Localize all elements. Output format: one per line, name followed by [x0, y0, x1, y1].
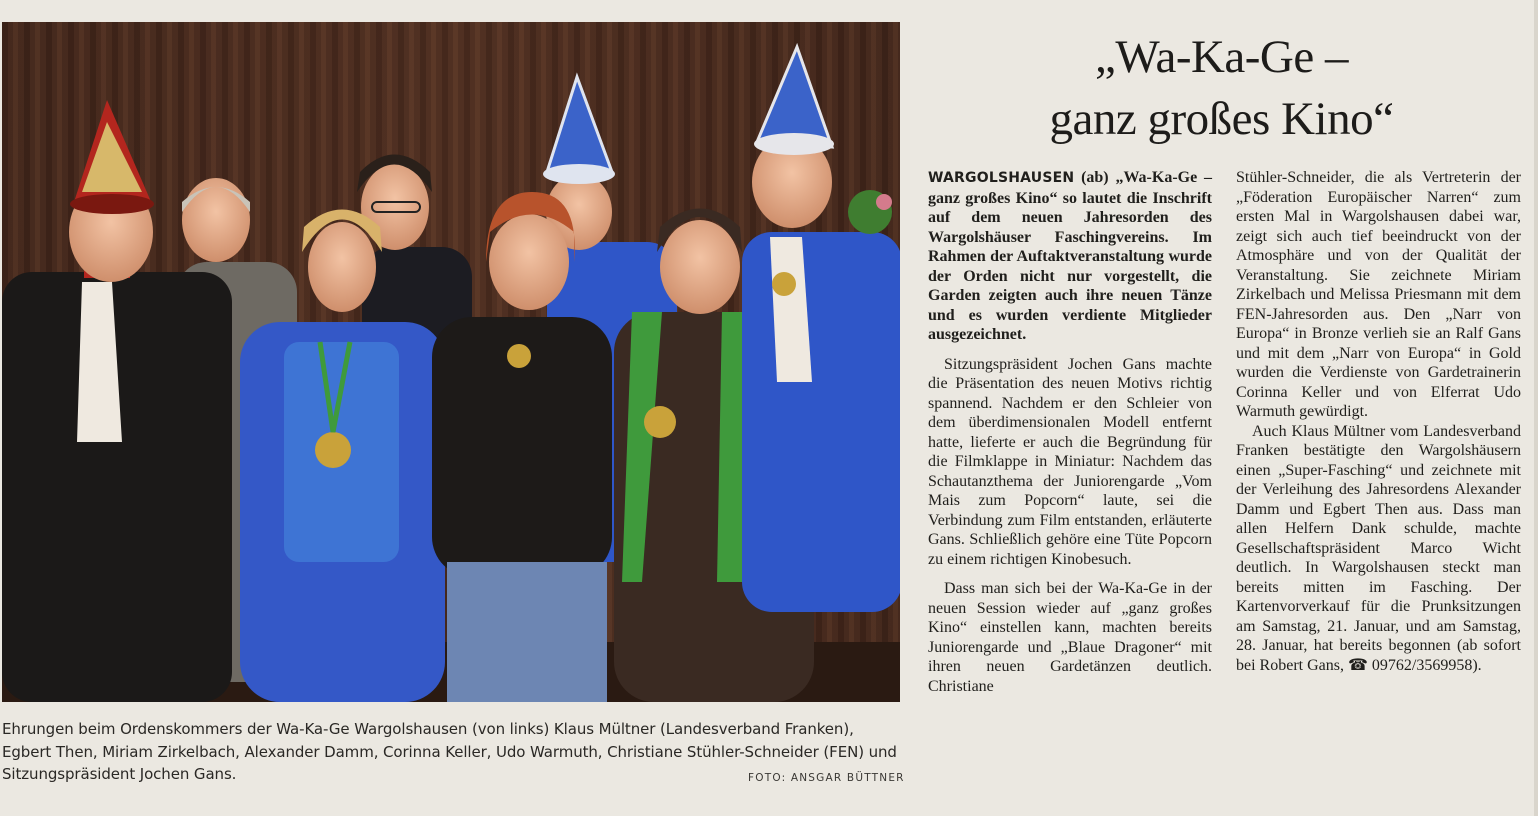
- lead-text: „Wa-Ka-Ge – ganz großes Kino“ so lautet die Inschrift auf dem neuen Jahresorden des Wargolshäuser Faschingvereins. Im Rahmen der Auftaktveranstaltung wurde der Orden nicht nur vorgestellt, die Garden zeigten auch ihre neuen Tänze und es wurden verdiente Mitglieder ausgezeichnet.: [928, 169, 1212, 343]
- article-paragraph-2b: Stühler-Schneider, die als Vertreterin der „Föderation Europäischer Narren“ zum ersten Mal in Wargolshausen dabei war, zeigt sich auch tief beeindruckt von der Atmosphäre und von der Qualität der Veranstaltung. Sie zeichnete Miriam Zirkelbach und Melissa Priesmann mit dem FEN-Jahresorden aus. Den „Narr von Europa“ in Bronze verlieh sie an Ralf Gans und mit dem „Narr von Europa“ in Gold wurden die Verdienste von Gardetrainerin Corinna Keller und von Elferrat Udo Warmuth gewürdigt.: [1236, 169, 1521, 420]
- article-paragraph-3: Auch Klaus Mültner vom Landesverband Franken bestätigte den Wargolshäusern einen „Super-Fasching“ und zeichnete mit der Verleihung des Jahresordens Alexander Damm und Egbert Then aus. Dass man allen Helfern Dank schulde, machte Gesellschaftspräsident Marco Wicht deutlich. In Wargolshausen steckt man bereits mitten im Fasching. Der Kartenvorverkauf für die Prunksitzungen am Samstag, 21. Januar, und am Samstag, 28. Januar, hat bereits begonnen (ab sofort bei Robert Gans, ☎ 09762/3569958).: [1236, 422, 1521, 674]
- article-column-1: [928, 168, 1212, 696]
- article-lead-paragraph: [928, 168, 1212, 345]
- headline: [905, 26, 1538, 150]
- headline-line-1: „Wa-Ka-Ge –: [1095, 31, 1348, 83]
- scan-edge: [1534, 0, 1538, 816]
- article-paragraph-2a: Dass man sich bei der Wa-Ka-Ge in der neuen Session wieder auf „ganz großes Kino“ einstellen kann, machten bereits Juniorengarde und „Blaue Dragoner“ mit ihren neuen Gardetänzen deutlich. Christiane: [928, 580, 1212, 695]
- article-column-2: [1236, 168, 1521, 675]
- group-photo: [2, 22, 900, 702]
- byline-abbr: (ab): [1081, 169, 1109, 186]
- photo-caption: Ehrungen beim Ordenskommers der Wa-Ka-Ge Wargolshausen (von links) Klaus Mültner (Landesverband Franken), Egbert Then, Miriam Zirkelbach, Alexander Damm, Corinna Keller, Udo Warmuth, Christiane Stühler-Schneider (FEN) und Sitzungspräsident Jochen Gans.: [2, 720, 897, 783]
- headline-line-2: ganz großes Kino“: [1049, 93, 1394, 145]
- article-paragraph-1: Sitzungspräsident Jochen Gans machte die Präsentation des neuen Motivs richtig spannend. Nachdem er den Schleier von dem überdimensionalen Modell entfernt hatte, lieferte er auch die Begründung für die Filmklappe in Miniatur: Nachdem das Schautanzthema der Juniorengarde „Vom Mais zum Popcorn“ laute, sei die Verbindung zum Film entstanden, erläuterte Gans. Schließlich gehöre eine Tüte Popcorn zu einem richtigen Kinobesuch.: [928, 355, 1212, 568]
- photo-credit: FOTO: ANSGAR BÜTTNER: [748, 772, 905, 784]
- dateline: WARGOLSHAUSEN: [928, 170, 1075, 186]
